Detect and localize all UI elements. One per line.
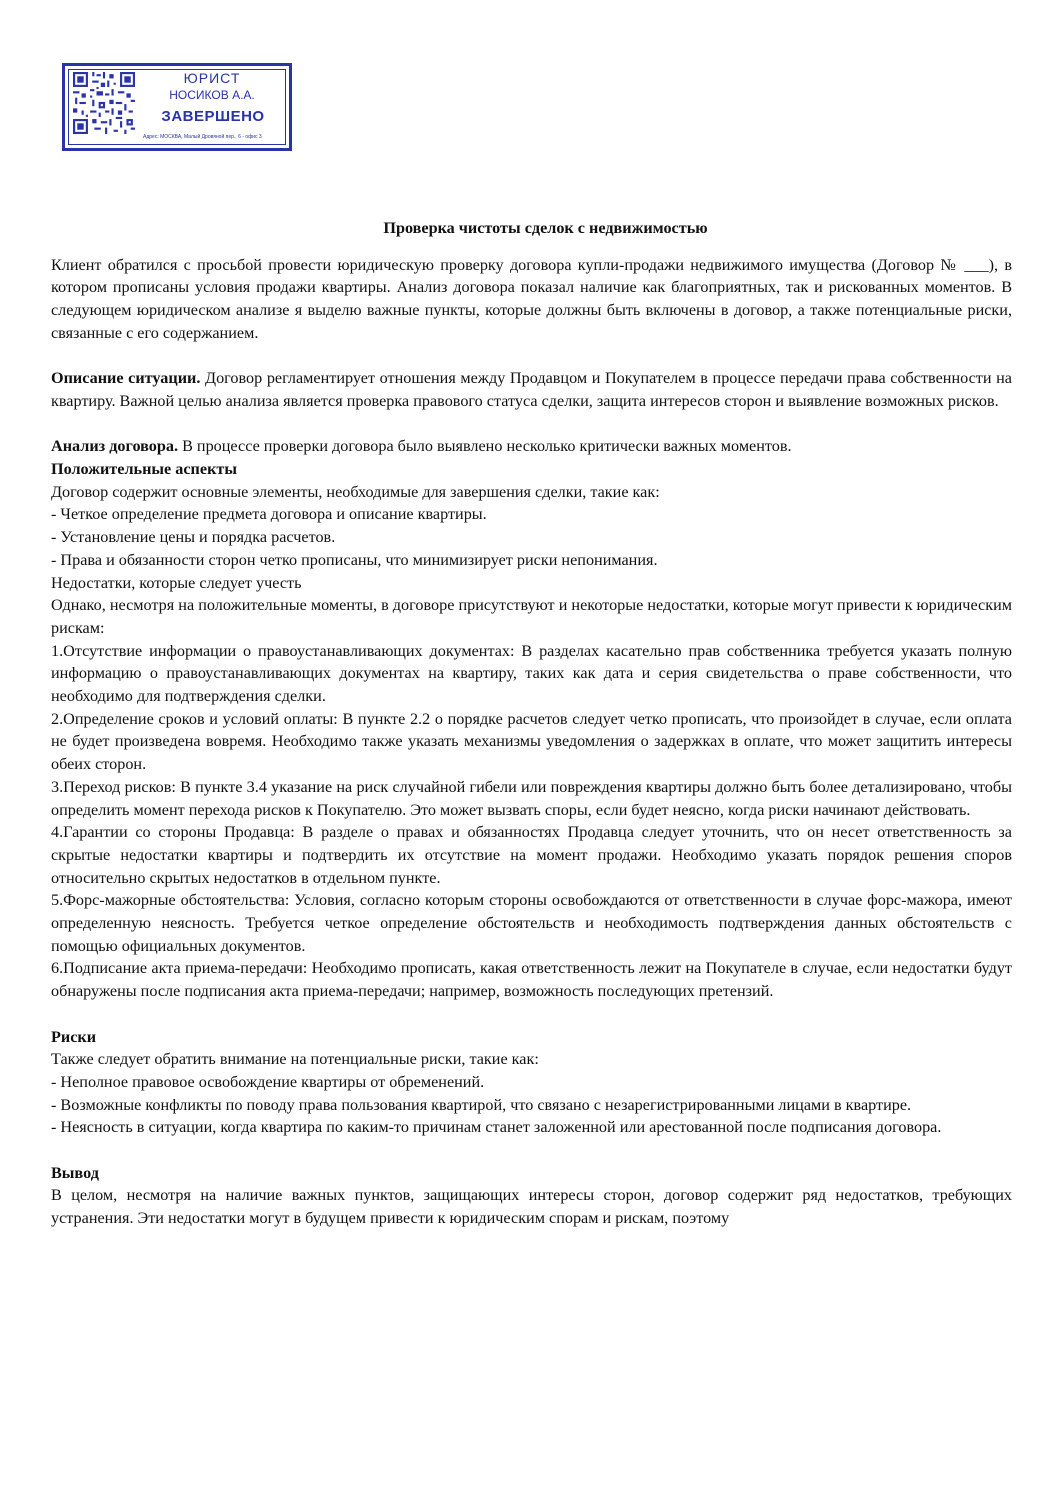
positive-intro: Договор содержит основные элементы, необходимые для завершения сделки, такие как:: [51, 482, 660, 501]
spacer: [51, 1003, 1012, 1026]
list-item: - Четкое определение предмета договора и описание квартиры.: [51, 505, 487, 524]
list-item: - Установление цены и порядка расчетов.: [51, 528, 336, 547]
list-item: - Неясность в ситуации, когда квартира по каким-то причинам станет заложенной или арестованной после подписания договора.: [51, 1118, 942, 1137]
list-item: 2.Определение сроков и условий оплаты: В пункте 2.2 о порядке расчетов следует четко прописать, что произойдет в случае, если оплата не будет произведена вовремя. Необходимо также указать механизмы уведомления о задержках в оплате, что может защитить интересы обеих сторон.: [51, 709, 1012, 774]
analysis-text: В процессе проверки договора было выявлено несколько критически важных моментов.: [178, 437, 792, 456]
stamp-address: Адрес: МОСКВА, Малый Дровяной пер., 6 - офис 3: [143, 134, 262, 140]
list-item: 5.Форс-мажорные обстоятельства: Условия, согласно которым стороны освобождаются от ответственности в случае форс-мажора, имеют определенную неясность. Требуется четкое определение обстоятельств и необходимость подтверждения данных обстоятельств с помощью официальных документов.: [51, 891, 1012, 955]
spacer: [51, 413, 1012, 436]
list-item: - Неполное правовое освобождение квартиры от обременений.: [51, 1072, 485, 1091]
situation-paragraph: [51, 367, 1012, 412]
drawbacks-heading: Недостатки, которые следует учесть: [51, 573, 302, 592]
list-item: 4.Гарантии со стороны Продавца: В разделе о правах и обязанностях Продавца следует уточнить, что он несет ответственность за скрытые недостатки квартиры и подтвердить их отсутствие на момент продажи. Необходимо указать порядок решения споров относительно скрытых недостатков в отдельном пункте.: [51, 823, 1012, 887]
qr-code-icon: [73, 72, 135, 134]
list-item: - Возможные конфликты по поводу права пользования квартирой, что связано с незарегистрированными лицами в квартире.: [51, 1095, 912, 1114]
list-item: 6.Подписание акта приема-передачи: Необходимо прописать, какая ответственность лежит на Покупателе в случае, если недостатки будут обнаружены после подписания акта приема-передачи; например, возможность последующих претензий.: [51, 959, 1012, 1001]
list-item: - Права и обязанности сторон четко прописаны, что минимизирует риски непонимания.: [51, 550, 658, 569]
list-item: 3.Переход рисков: В пункте 3.4 указание на риск случайной гибели или повреждения квартиры должно быть более детализировано, чтобы определить момент перехода рисков к Покупателю. Это может вызвать споры, если будет неясно, когда риски начинают действовать.: [51, 777, 1012, 819]
stamp-status: ЗАВЕРШЕНО: [161, 108, 265, 125]
drawbacks-intro: Однако, несмотря на положительные моменты, в договоре присутствуют и некоторые недостатки, которые могут привести к юридическим рискам:: [51, 596, 1012, 637]
lawyer-stamp: [62, 63, 292, 151]
spacer: [51, 1139, 1012, 1162]
analysis-label: Анализ договора.: [51, 437, 179, 456]
conclusion-heading: Вывод: [51, 1163, 99, 1182]
stamp-name: НОСИКОВ А.А.: [169, 88, 255, 102]
analysis-paragraph: [51, 435, 1012, 458]
document-body: [51, 217, 1012, 1230]
conclusion-paragraph: В целом, несмотря на наличие важных пунктов, защищающих интересы сторон, договор содержит ряд недостатков, требующих устранения. Эти недостатки могут в будущем привести к юридическим спорам и рискам, поэтому: [51, 1186, 1012, 1228]
spacer: [51, 345, 1012, 368]
positive-heading: Положительные аспекты: [51, 460, 237, 478]
document-title: Проверка чистоты сделок с недвижимостью: [383, 219, 708, 237]
intro-paragraph: Клиент обратился с просьбой провести юридическую проверку договора купли-продажи недвижимого имущества (Договор № ___), в котором прописаны условия продажи квартиры. Анализ договора показал наличие как благоприятных, так и рискованных моментов. В следующем юридическом анализе я выделю важные пункты, которые должны быть включены в договор, а также потенциальные риски, связанные с его содержанием.: [51, 255, 1012, 342]
risks-intro: Также следует обратить внимание на потенциальные риски, такие как:: [51, 1050, 539, 1069]
list-item: 1.Отсутствие информации о правоустанавливающих документах: В разделах касательно прав собственника требуется указать полную информацию о правоустанавливающих документах на квартиру, таких как дата и серия свидетельства о праве собственности, что необходимо для подтверждения сделки.: [51, 641, 1012, 706]
situation-text: Договор регламентирует отношения между Продавцом и Покупателем в процессе передачи права собственности на квартиру. Важной целью анализа является проверка правового статуса сделки, защита интересов сторон и выявление возможных рисков.: [51, 369, 1012, 410]
situation-label: Описание ситуации.: [51, 369, 201, 388]
stamp-role: ЮРИСТ: [183, 70, 241, 86]
risks-heading: Риски: [51, 1027, 97, 1046]
